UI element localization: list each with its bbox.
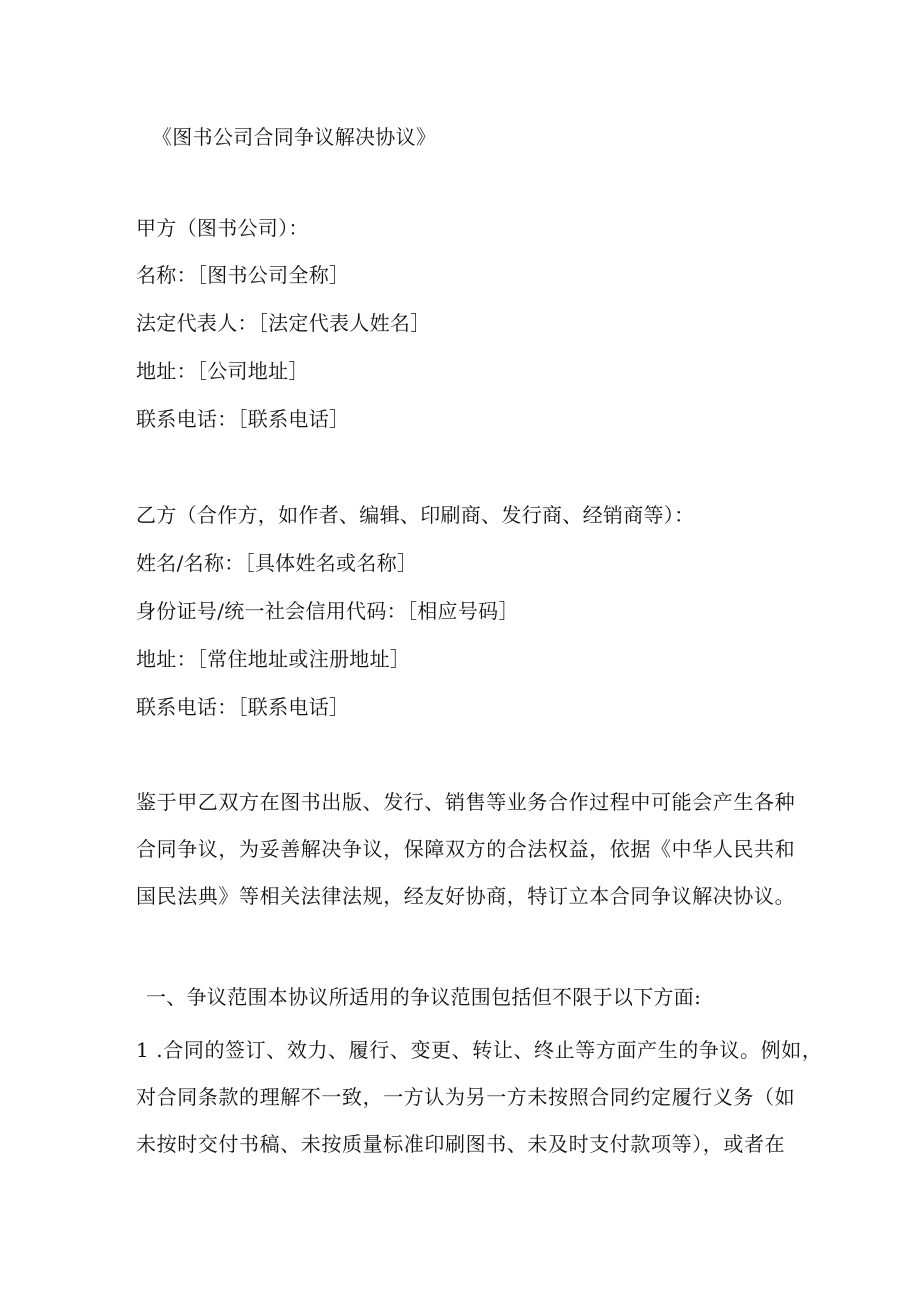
party-b-heading: 乙方（合作方，如作者、编辑、印刷商、发行商、经销商等）： [136, 503, 695, 527]
party-b-phone: 联系电话：［联系电话］ [136, 695, 350, 719]
item-line: 对合同条款的理解不一致，一方认为另一方未按照合同约定履行义务（如 [136, 1085, 796, 1109]
party-a-heading: 甲方（图书公司）： [136, 216, 309, 240]
document-title: 《图书公司合同争议解决协议》 [152, 125, 437, 149]
party-b-address: 地址：［常住地址或注册地址］ [136, 647, 411, 671]
party-a-legal-rep: 法定代表人：［法定代表人姓名］ [136, 311, 431, 335]
section-one-item-1 [136, 1027, 823, 1168]
party-a-phone: 联系电话：［联系电话］ [136, 407, 350, 431]
party-b-name: 姓名/名称：［具体姓名或名称］ [136, 551, 418, 575]
party-b-id-code: 身份证号/统一社会信用代码：［相应号码］ [136, 599, 519, 623]
preamble-paragraph [136, 779, 796, 920]
preamble-line: 国民法典》等相关法律法规，经友好协商，特订立本合同争议解决协议。 [136, 884, 796, 908]
party-a-name: 名称：［图书公司全称］ [136, 263, 350, 287]
item-line: 未按时交付书稿、未按质量标准印刷图书、未及时支付款项等），或者在 [136, 1132, 786, 1156]
section-one-heading: 一、争议范围本协议所适用的争议范围包括但不限于以下方面: [146, 985, 702, 1009]
preamble-line: 合同争议，为妥善解决争议，保障双方的合法权益，依据《中华人民共和 [136, 837, 796, 861]
item-line: 1 .合同的签订、效力、履行、变更、转让、终止等方面产生的争议。例如， [136, 1038, 823, 1062]
party-a-address: 地址：［公司地址］ [136, 359, 309, 383]
preamble-line: 鉴于甲乙双方在图书出版、发行、销售等业务合作过程中可能会产生各种 [136, 790, 796, 814]
